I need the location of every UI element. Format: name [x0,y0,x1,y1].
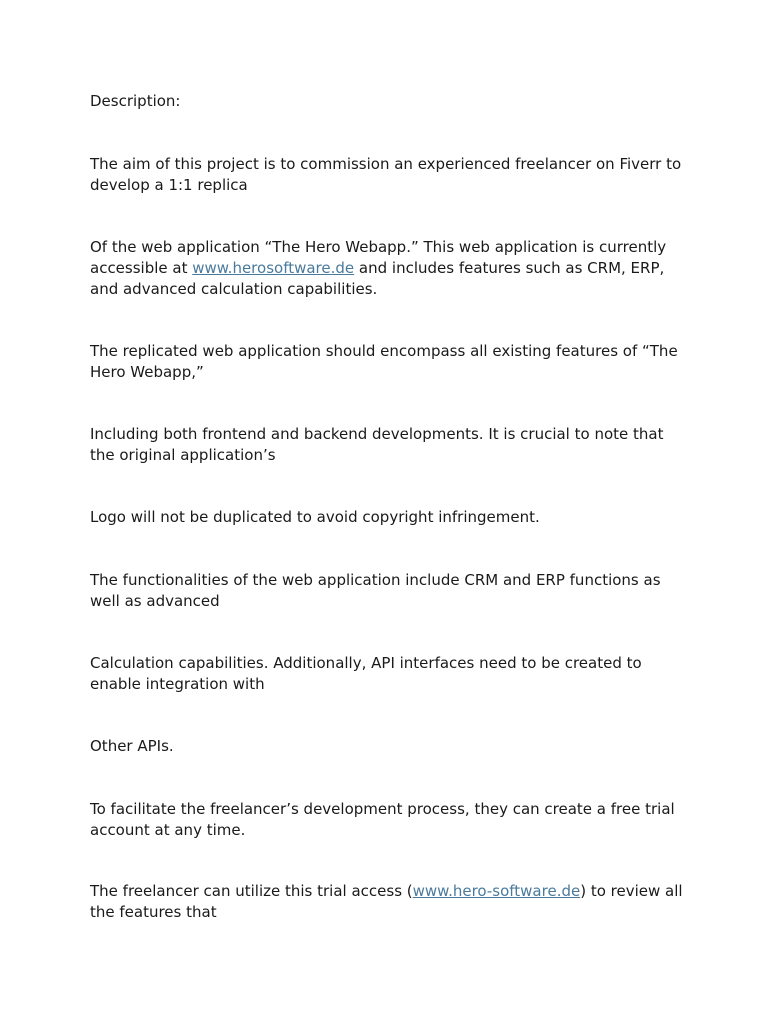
paragraph-logo: Logo will not be duplicated to avoid copyright infringement. [90,508,540,526]
paragraph-functionalities: The functionalities of the web application include CRM and ERP functions as well as advanced [90,571,661,610]
paragraph-project-aim: The aim of this project is to commission an experienced freelancer on Fiverr to develop a 1:1 replica [90,155,682,194]
paragraph-text: and includes features such as CRM, ERP, and advanced calculation capabilities. [90,259,665,298]
paragraph-replicated-features: The replicated web application should encompass all existing features of “The Hero Webapp,” [90,342,678,381]
paragraph-text: The freelancer can utilize this trial access ( [90,882,413,900]
paragraph-trial-access [90,881,690,923]
paragraph-trial-account: To facilitate the freelancer’s development process, they can create a free trial account at any time. [90,800,675,839]
paragraph-text: ) to review all the features that [90,882,683,921]
paragraph-other-apis: Other APIs. [90,737,174,755]
description-heading: Description: [90,92,181,110]
paragraph-calculation: Calculation capabilities. Additionally, API interfaces need to be created to enable integration with [90,654,642,693]
hero-software-link[interactable]: www.hero-software.de [412,882,581,900]
paragraph-web-application [90,237,690,300]
paragraph-text: Of the web application “The Hero Webapp.” This web application is currently accessible at [90,238,667,277]
herosoftware-link[interactable]: www.herosoftware.de [192,259,355,277]
paragraph-frontend-backend: Including both frontend and backend developments. It is crucial to note that the original application’s [90,425,664,464]
